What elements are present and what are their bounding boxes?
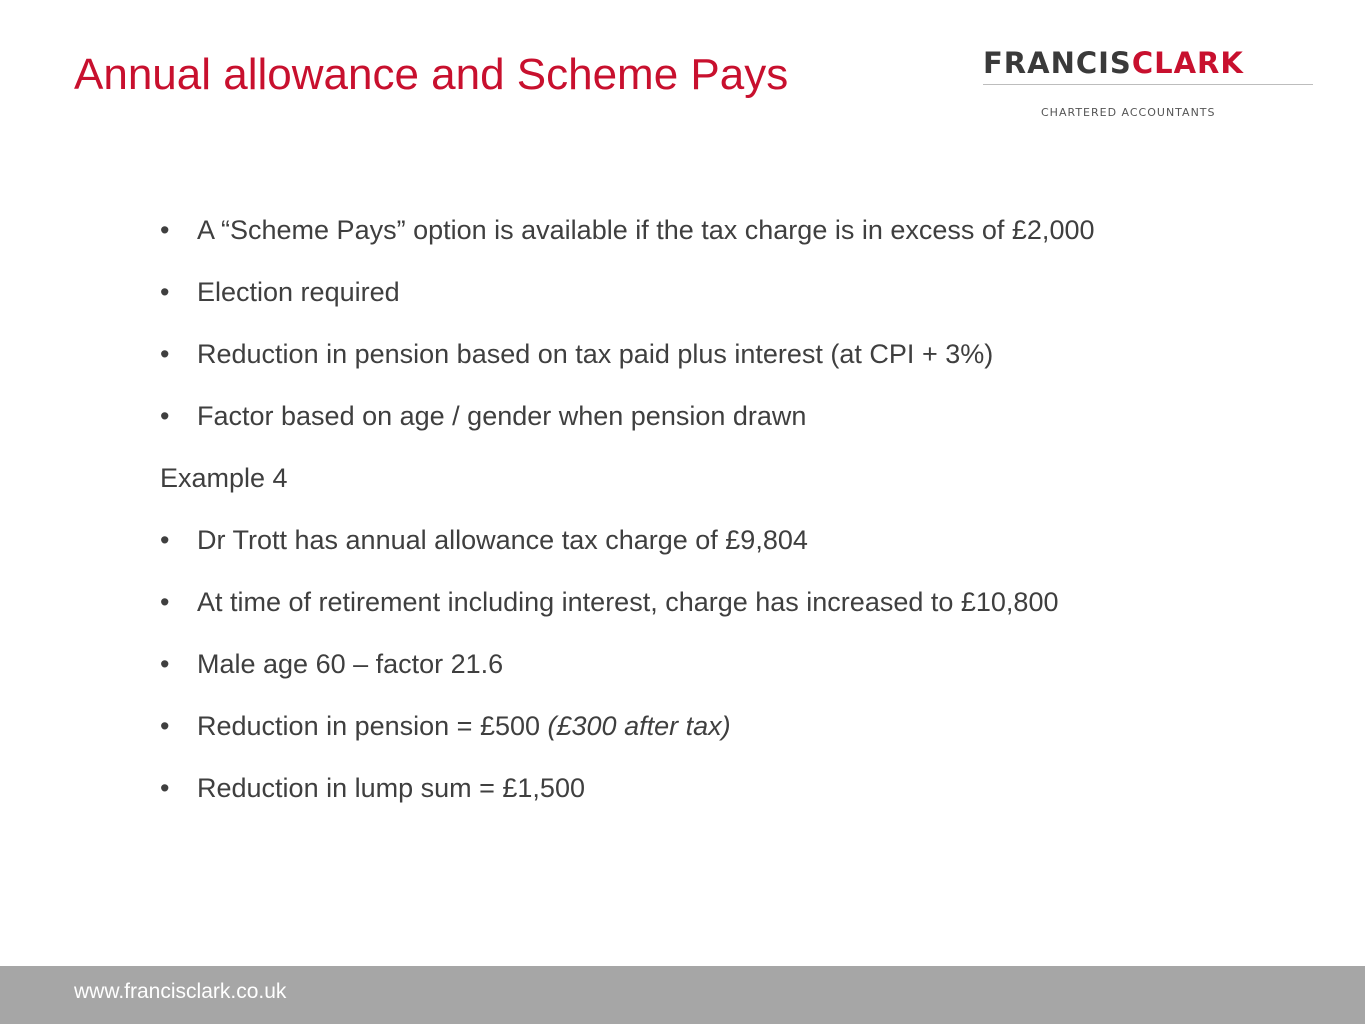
bullet-item xyxy=(160,522,1200,559)
bullet-item xyxy=(160,770,1200,807)
bullet-item xyxy=(160,212,1200,249)
bullet-icon: • xyxy=(160,401,170,431)
logo-divider xyxy=(983,84,1313,85)
slide-title: Annual allowance and Scheme Pays xyxy=(74,50,789,99)
bullet-text: Reduction in lump sum = £1,500 xyxy=(197,773,585,803)
bullet-text-italic: (£300 after tax) xyxy=(547,711,731,741)
bullet-icon: • xyxy=(160,339,170,369)
bullet-text: Reduction in pension = £500 xyxy=(197,711,548,741)
bullet-item xyxy=(160,708,1200,745)
company-logo xyxy=(983,48,1318,120)
bullet-icon: • xyxy=(160,711,170,741)
slide-content xyxy=(160,212,1200,807)
footer-url-link[interactable]: www.francisclark.co.uk xyxy=(74,980,287,1003)
bullet-item xyxy=(160,398,1200,435)
logo-word-francis: FRANCIS xyxy=(983,46,1132,80)
bullet-text: A “Scheme Pays” option is available if the tax charge is in excess of £2,000 xyxy=(197,215,1095,245)
bullet-icon: • xyxy=(160,649,170,679)
bullet-item xyxy=(160,274,1200,311)
bullet-item xyxy=(160,646,1200,683)
footer-bar xyxy=(0,966,1365,1024)
bullet-icon: • xyxy=(160,525,170,555)
logo-word-clark: CLARK xyxy=(1131,46,1244,80)
bullet-text: Dr Trott has annual allowance tax charge of £9,804 xyxy=(197,525,808,555)
bullet-icon: • xyxy=(160,215,170,245)
bullet-text: Factor based on age / gender when pension drawn xyxy=(197,401,807,431)
bullet-item xyxy=(160,336,1200,373)
example-heading: Example 4 xyxy=(160,463,288,493)
bullet-icon: • xyxy=(160,773,170,803)
bullet-text: Male age 60 – factor 21.6 xyxy=(197,649,504,679)
bullet-text: Election required xyxy=(197,277,400,307)
bullet-icon: • xyxy=(160,587,170,617)
bullet-text: At time of retirement including interest, charge has increased to £10,800 xyxy=(197,587,1059,617)
bullet-item xyxy=(160,584,1200,621)
logo-subtitle: CHARTERED ACCOUNTANTS xyxy=(1041,106,1216,119)
bullet-icon: • xyxy=(160,277,170,307)
bullet-text: Reduction in pension based on tax paid plus interest (at CPI + 3%) xyxy=(197,339,994,369)
logo-wordmark xyxy=(983,48,1318,78)
